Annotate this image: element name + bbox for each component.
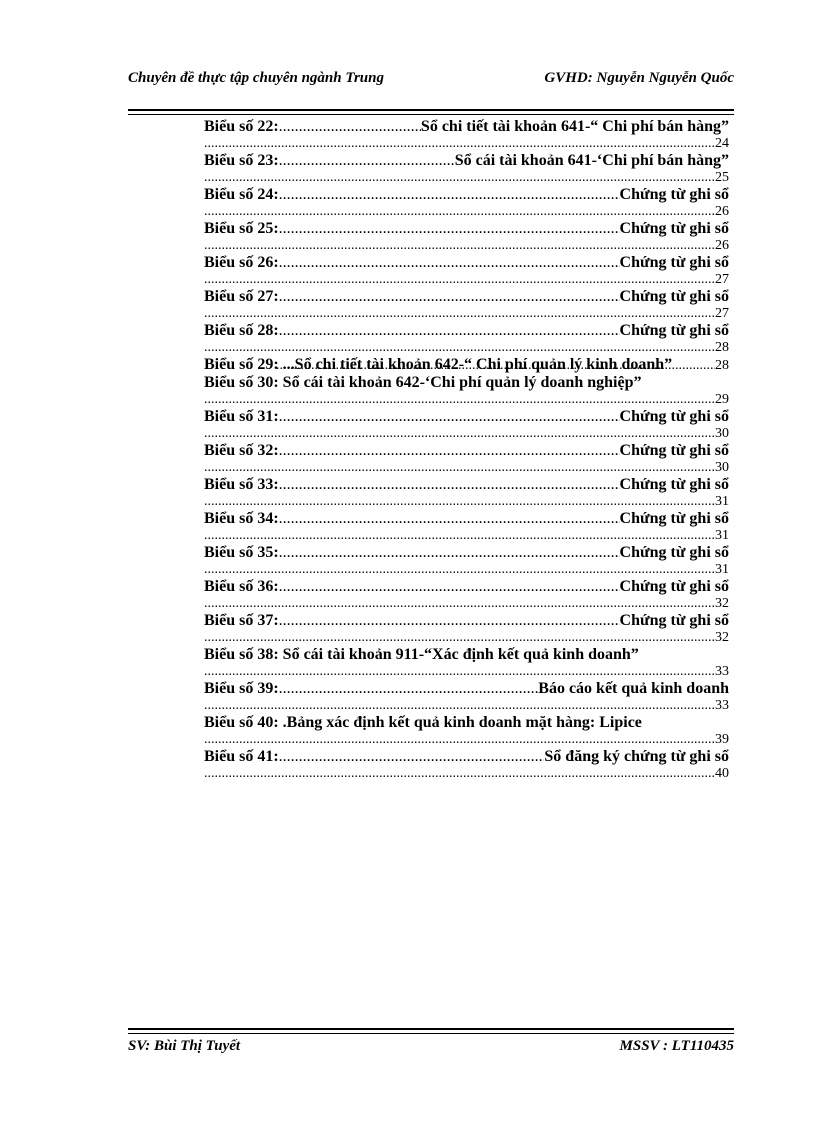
toc-entry-title: Chứng từ ghi sổ [619,442,729,459]
toc-entry-label: Biểu số 30: [204,374,279,391]
toc-entry-label: Biểu số 28: [204,322,279,339]
toc-entry[interactable] [204,510,729,544]
toc-entry-title: Chứng từ ghi sổ [619,544,729,561]
toc-entry-page: 31 [715,562,729,577]
footer-rule-thin [128,1033,734,1034]
toc-entry[interactable] [204,544,729,578]
toc-entry-page: 40 [715,766,729,781]
toc-entry-page: 33 [715,664,729,679]
toc-entry[interactable] [204,356,729,374]
toc-entry[interactable] [204,288,729,322]
toc-entry-title: Sổ cái tài khoản 911-“Xác định kết quả kinh doanh” [282,646,639,663]
toc-entry-page: 28 [715,358,729,373]
header-course-title: Chuyên đề thực tập chuyên ngành Trung [128,70,384,86]
toc-entry[interactable] [204,646,729,680]
toc-entry[interactable] [204,612,729,646]
toc-entry-label: Biểu số 37: [204,612,279,629]
toc-entry-label: Biểu số 40: [204,714,279,731]
toc-entry-title: Sổ cái tài khoản 642-‘Chi phí quản lý doanh nghiệp” [282,374,642,391]
header-rule [128,109,734,111]
toc-entry-title: Chứng từ ghi sổ [619,578,729,595]
table-of-contents [204,118,729,782]
toc-entry-title: ...Sổ chi tiết tài khoản 642-“ Chi phí quản lý kinh doanh” [282,356,673,373]
toc-entry-page: 30 [715,460,729,475]
toc-entry-page: 32 [715,596,729,611]
toc-entry-label: Biểu số 41: [204,748,279,765]
toc-entry-title: Chứng từ ghi sổ [619,254,729,271]
toc-entry[interactable] [204,442,729,476]
toc-entry-title: .Bảng xác định kết quả kinh doanh mặt hàng: Lipice [282,714,642,731]
toc-entry-page: 32 [715,630,729,645]
toc-entry-page: 31 [715,494,729,509]
footer-student-name: SV: Bùi Thị Tuyết [128,1038,241,1054]
header-rule-thin [128,114,734,115]
footer-rule [128,1028,734,1030]
toc-entry-title: Chứng từ ghi sổ [619,476,729,493]
toc-entry[interactable] [204,748,729,782]
toc-entry-page: 26 [715,204,729,219]
toc-entry-label: Biểu số 34: [204,510,279,527]
toc-entry-title: Chứng từ ghi sổ [619,288,729,305]
toc-entry-page: 33 [715,698,729,713]
toc-entry-label: Biểu số 35: [204,544,279,561]
toc-entry-page: 24 [715,136,729,151]
toc-entry[interactable] [204,476,729,510]
toc-entry-label: Biểu số 36: [204,578,279,595]
toc-entry[interactable] [204,220,729,254]
toc-entry-label: Biểu số 22: [204,118,279,135]
header-supervisor: GVHD: Nguyễn Nguyễn Quốc [544,70,734,86]
toc-entry[interactable] [204,186,729,220]
toc-entry[interactable] [204,374,729,408]
toc-entry-label: Biểu số 29: [204,356,279,373]
toc-entry-label: Biểu số 38: [204,646,279,663]
toc-entry-label: Biểu số 32: [204,442,279,459]
toc-entry-title: Chứng từ ghi sổ [619,186,729,203]
toc-entry-page: 27 [715,306,729,321]
toc-entry-label: Biểu số 26: [204,254,279,271]
toc-entry-title: Chứng từ ghi sổ [619,220,729,237]
toc-entry-page: 39 [715,732,729,747]
toc-entry-label: Biểu số 24: [204,186,279,203]
toc-entry-title: Sổ cái tài khoản 641-‘Chi phí bán hàng” [454,152,729,169]
toc-entry-label: Biểu số 33: [204,476,279,493]
toc-entry-title: Báo cáo kết quả kinh doanh [538,680,729,697]
toc-entry-label: Biểu số 39: [204,680,279,697]
toc-entry-page: 25 [715,170,729,185]
toc-entry-title: Chứng từ ghi sổ [619,612,729,629]
toc-entry[interactable] [204,714,729,748]
toc-entry-label: Biểu số 23: [204,152,279,169]
toc-entry[interactable] [204,118,729,152]
toc-entry-page: 27 [715,272,729,287]
toc-entry[interactable] [204,408,729,442]
footer-student-id: MSSV : LT110435 [619,1038,734,1054]
toc-entry-label: Biểu số 25: [204,220,279,237]
toc-entry-page: 30 [715,426,729,441]
toc-entry-label: Biểu số 27: [204,288,279,305]
toc-entry-title: Chứng từ ghi sổ [619,322,729,339]
toc-entry-title: Chứng từ ghi sổ [619,510,729,527]
toc-entry-title: Sổ chi tiết tài khoản 641-“ Chi phí bán hàng” [420,118,729,135]
toc-entry[interactable] [204,322,729,356]
toc-entry-label: Biểu số 31: [204,408,279,425]
toc-entry-page: 28 [715,340,729,355]
toc-entry-page: 29 [715,392,729,407]
toc-entry[interactable] [204,254,729,288]
toc-entry[interactable] [204,680,729,714]
toc-entry[interactable] [204,152,729,186]
toc-entry-title: Chứng từ ghi sổ [619,408,729,425]
toc-entry-title: Sổ đăng ký chứng từ ghi sổ [544,748,729,765]
toc-entry-page: 26 [715,238,729,253]
toc-entry-page: 31 [715,528,729,543]
toc-entry[interactable] [204,578,729,612]
